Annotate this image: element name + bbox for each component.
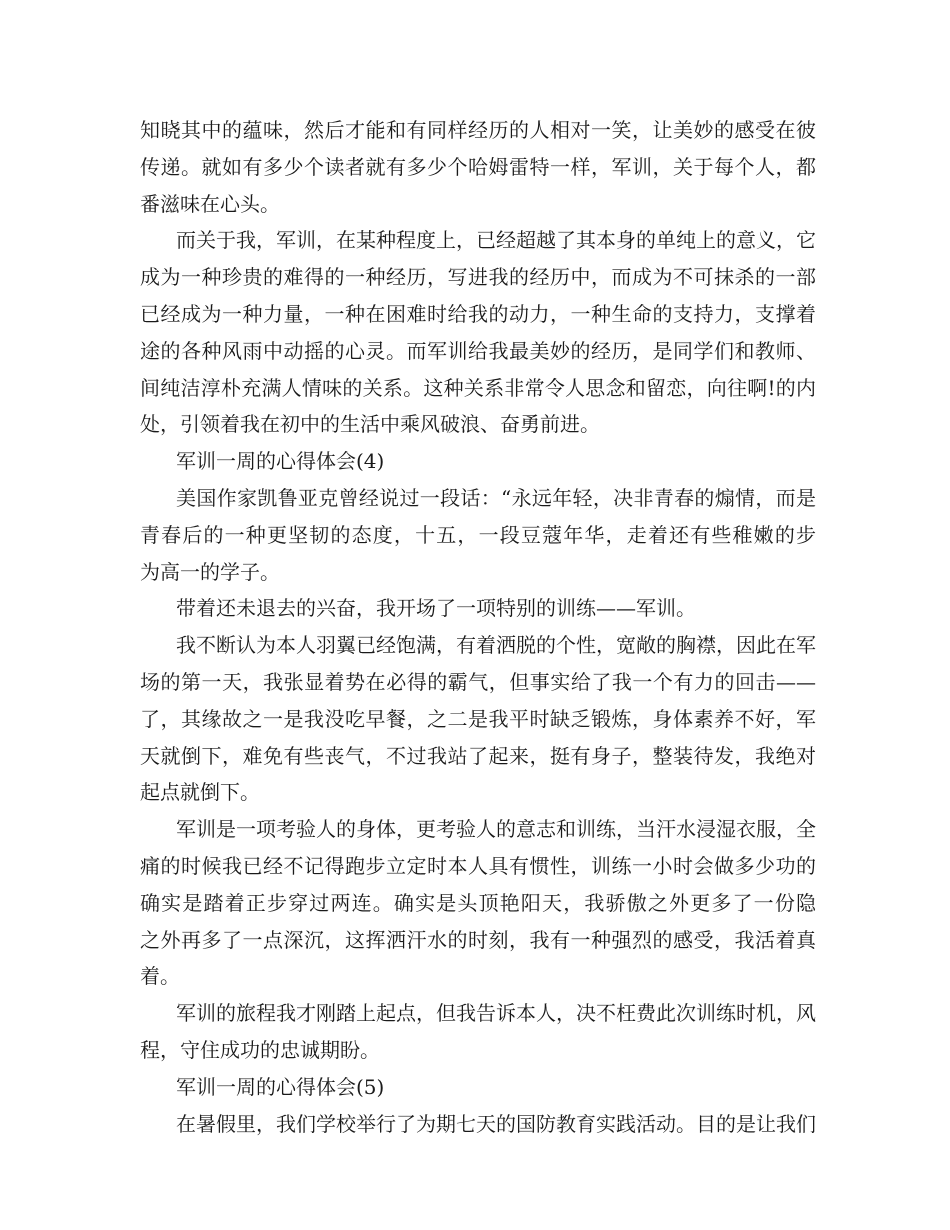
text-line: 番滋味在心头。 <box>140 191 280 216</box>
text-line: 场的第一天，我张显着势在必得的霸气，但事实给了我一个有力的回击—— <box>140 669 816 694</box>
text-line: 带着还未退去的兴奋，我开场了一项特别的训练——军训。 <box>176 596 696 621</box>
text-line: 间纯洁淳朴充满人情味的关系。这种关系非常令人思念和留恋，向往啊!的内 <box>140 375 816 400</box>
document-body <box>140 112 816 1142</box>
text-line: 途的各种风雨中动摇的心灵。而军训给我最美妙的经历，是同学们和教师、 <box>140 338 816 363</box>
text-line: 在暑假里，我们学校举行了为期七天的国防教育实践活动。目的是让我们 <box>176 1111 816 1136</box>
text-line: 之外再多了一点深沉，这挥洒汗水的时刻，我有一种强烈的感受，我活着真 <box>140 927 816 952</box>
text-line: 美国作家凯鲁亚克曾经说过一段话：“永远年轻，决非青春的煽情，而是 <box>176 485 816 510</box>
text-line: 处，引领着我在初中的生活中乘风破浪、奋勇前进。 <box>140 412 600 437</box>
text-line: 我不断认为本人羽翼已经饱满，有着洒脱的个性，宽敞的胸襟，因此在军 <box>176 633 816 658</box>
text-line: 已经成为一种力量，一种在困难时给我的动力，一种生命的支持力，支撑着 <box>140 301 816 326</box>
text-line: 传递。就如有多少个读者就有多少个哈姆雷特一样，军训，关于每个人，都 <box>140 154 816 179</box>
text-line: 确实是踏着正步穿过两连。确实是头顶艳阳天，我骄傲之外更多了一份隐 <box>140 890 816 915</box>
text-line: 军训一周的心得体会(5) <box>176 1074 385 1099</box>
text-line: 为高一的学子。 <box>140 559 280 584</box>
text-line: 天就倒下，难免有些丧气，不过我站了起来，挺有身子，整装待发，我绝对 <box>140 743 816 768</box>
text-line: 起点就倒下。 <box>140 780 260 805</box>
text-line: 而关于我，军训，在某种程度上，已经超越了其本身的单纯上的意义，它 <box>176 228 816 253</box>
text-line: 知晓其中的蕴味，然后才能和有同样经历的人相对一笑，让美妙的感受在彼 <box>140 118 816 142</box>
text-line: 军训的旅程我才刚踏上起点，但我告诉本人，决不枉费此次训练时机，风 <box>176 1001 816 1026</box>
text-line: 军训是一项考验人的身体，更考验人的意志和训练，当汗水浸湿衣服，全 <box>176 817 816 842</box>
text-line: 着。 <box>140 964 180 989</box>
text-line: 军训一周的心得体会(4) <box>176 449 385 474</box>
text-line: 了，其缘故之一是我没吃早餐，之二是我平时缺乏锻炼，身体素养不好，军 <box>140 706 816 731</box>
text-line: 程，守住成功的忠诚期盼。 <box>140 1037 380 1062</box>
text-line: 青春后的一种更坚韧的态度，十五，一段豆蔻年华，走着还有些稚嫩的步 <box>140 522 816 547</box>
text-line: 成为一种珍贵的难得的一种经历，写进我的经历中，而成为不可抹杀的一部 <box>140 265 816 290</box>
text-line: 痛的时候我已经不记得跑步立定时本人具有惯性，训练一小时会做多少功的 <box>140 853 816 878</box>
